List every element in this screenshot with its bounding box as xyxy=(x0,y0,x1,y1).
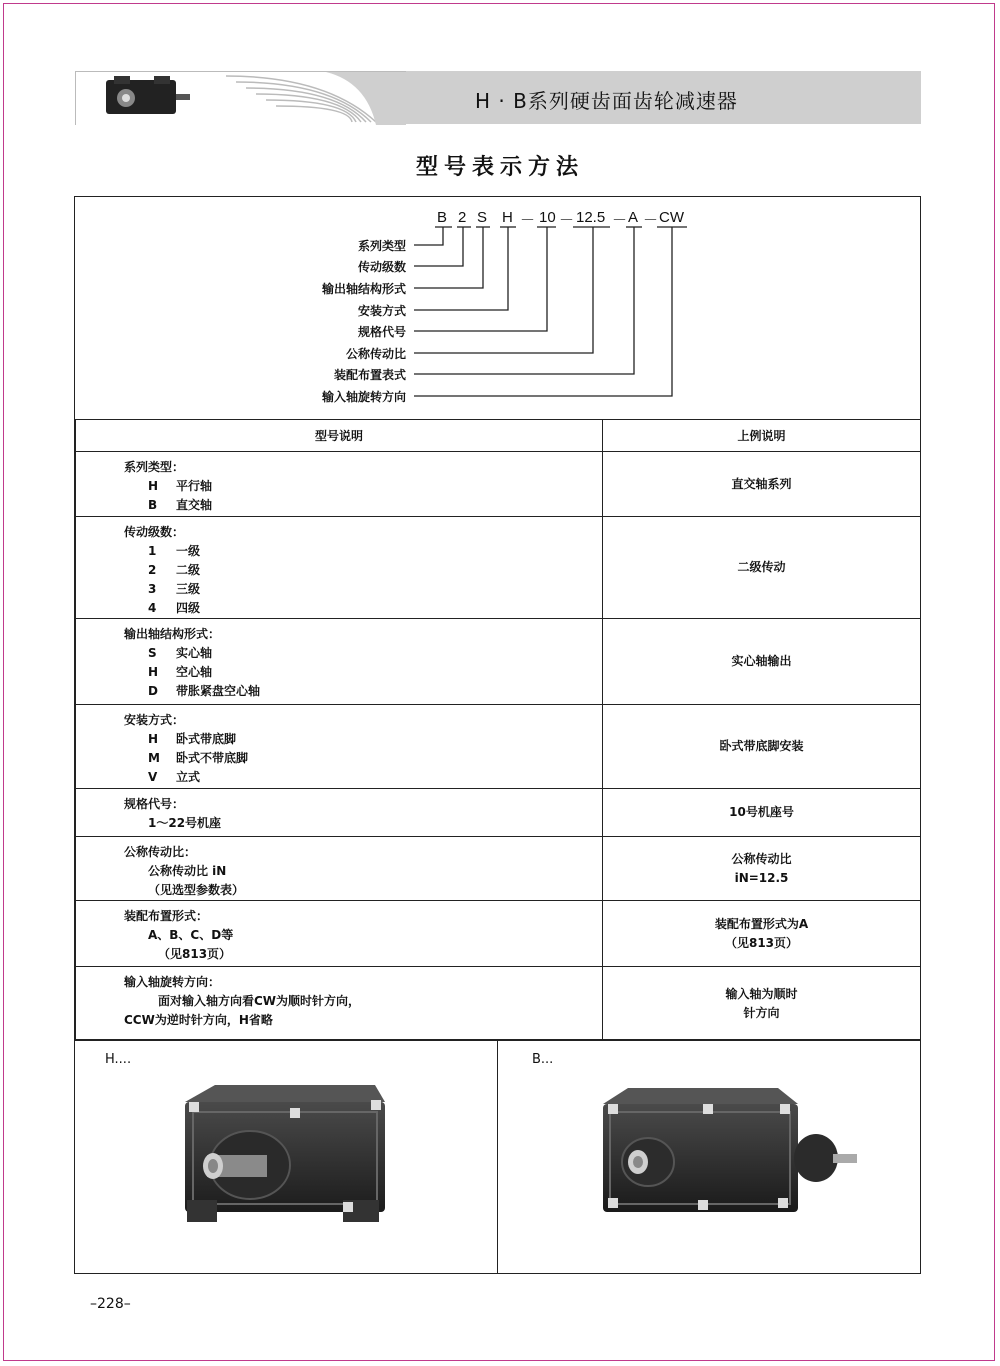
code-char-arrangement: A xyxy=(628,209,639,226)
row-description: 安装方式： H 卧式带底脚 M 卧式不带底脚 V 立式 xyxy=(76,705,603,789)
code-char-mounting: H xyxy=(502,209,513,226)
row-example: 公称传动比 iN=12.5 xyxy=(603,837,921,901)
code-char-output: S xyxy=(477,209,488,226)
code-label: 规格代号 xyxy=(357,325,406,339)
header-title: H · B系列硬齿面齿轮减速器 xyxy=(475,89,738,113)
code-char-size: 10 xyxy=(539,209,556,226)
code-label: 公称传动比 xyxy=(345,347,406,361)
code-char-dash: － xyxy=(643,212,659,229)
table-row xyxy=(76,705,921,789)
h-gearbox-image xyxy=(75,1040,495,1274)
spec-table xyxy=(75,419,921,1041)
photo-label: H.... xyxy=(105,1052,132,1067)
page-title: 型号表示方法 xyxy=(415,155,584,180)
row-example: 二级传动 xyxy=(603,517,921,619)
row-example: 10号机座号 xyxy=(603,789,921,837)
table-header-row xyxy=(76,420,921,452)
table-row xyxy=(76,789,921,837)
row-description: 输出轴结构形式： S 实心轴 H 空心轴 D 带胀紧盘空心轴 xyxy=(76,619,603,705)
table-row xyxy=(76,837,921,901)
row-example: 输入轴为顺时 针方向 xyxy=(603,967,921,1041)
code-char-ratio: 12.5 xyxy=(576,209,606,226)
table-row xyxy=(76,619,921,705)
row-example: 装配布置形式为A （见813页） xyxy=(603,901,921,967)
table-row xyxy=(76,517,921,619)
table-row xyxy=(76,901,921,967)
code-label: 安装方式 xyxy=(357,304,406,318)
gearbox-thumbnail-icon xyxy=(106,76,190,114)
b-gearbox-image xyxy=(498,1040,920,1274)
code-label: 装配布置表式 xyxy=(333,368,406,382)
code-label: 输出轴结构形式 xyxy=(321,282,406,296)
column-header: 上例说明 xyxy=(603,420,921,452)
column-header: 型号说明 xyxy=(76,420,603,452)
code-label: 系列类型 xyxy=(357,239,406,253)
page-header xyxy=(75,71,921,124)
photo-label: B... xyxy=(532,1052,554,1067)
header-image-panel xyxy=(75,71,406,125)
code-char-series: B xyxy=(437,209,448,226)
code-char-dash: － xyxy=(520,212,536,229)
row-example: 卧式带底脚安装 xyxy=(603,705,921,789)
table-row xyxy=(76,967,921,1041)
row-description: 公称传动比： 公称传动比 iN （见选型参数表） xyxy=(76,837,603,901)
photo-b-series xyxy=(498,1040,920,1274)
header-stripes xyxy=(76,72,406,125)
row-description: 输入轴旋转方向： 面对输入轴方向看CW为顺时针方向， CCW为逆时针方向，H省略 xyxy=(76,967,603,1041)
product-photos xyxy=(75,1039,920,1274)
row-example: 实心轴输出 xyxy=(603,619,921,705)
code-label: 传动级数 xyxy=(357,260,406,274)
code-char-stages: 2 xyxy=(458,209,467,226)
row-description: 装配布置形式： A、B、C、D等 （见813页） xyxy=(76,901,603,967)
photo-h-series xyxy=(75,1040,498,1274)
code-char-dash: － xyxy=(559,212,575,229)
row-description: 传动级数： 1 一级 2 二级 3 三级 4 四级 xyxy=(76,517,603,619)
page-number: –228– xyxy=(90,1296,131,1312)
row-description: 规格代号： 1～22号机座 xyxy=(76,789,603,837)
code-char-dash: － xyxy=(612,212,628,229)
model-code-diagram xyxy=(75,197,920,419)
row-example: 直交轴系列 xyxy=(603,452,921,517)
row-description: 系列类型： H 平行轴 B 直交轴 xyxy=(76,452,603,517)
code-char-rotation: CW xyxy=(659,209,684,226)
main-box xyxy=(74,196,921,1274)
code-label: 输入轴旋转方向 xyxy=(321,390,406,404)
table-row xyxy=(76,452,921,517)
